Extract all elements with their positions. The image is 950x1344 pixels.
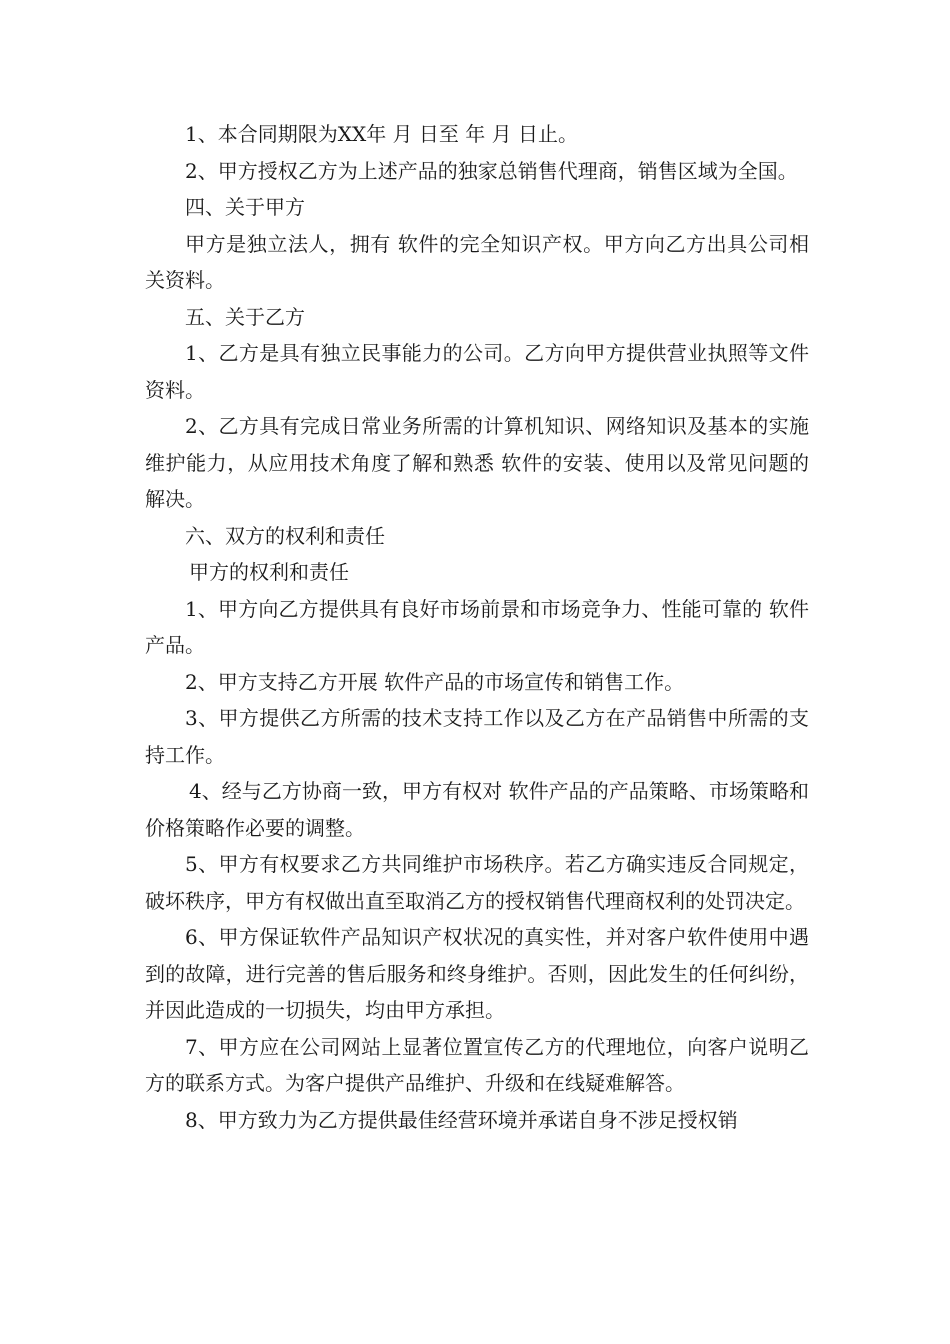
subheading-party-a-rights: 甲方的权利和责任 (189, 560, 349, 584)
section-heading-party-a: 四、关于甲方 (185, 195, 305, 219)
party-a-right-1: 1、甲方向乙方提供具有良好市场前景和市场竞争力、性能可靠的 软件产品。 (145, 596, 809, 657)
clause-term: 1、本合同期限为XX年 月 日至 年 月 日止。 (185, 122, 578, 146)
party-b-clause-1: 1、乙方是具有独立民事能力的公司。乙方向甲方提供营业执照等文件资料。 (145, 341, 809, 402)
party-a-right-8: 8、甲方致力为乙方提供最佳经营环境并承诺自身不涉足授权销 (185, 1107, 738, 1132)
party-a-right-2: 2、甲方支持乙方开展 软件产品的市场宣传和销售工作。 (185, 669, 685, 694)
contract-body (145, 116, 809, 1138)
section-heading-party-b: 五、关于乙方 (185, 304, 305, 329)
party-a-right-3: 3、甲方提供乙方所需的技术支持工作以及乙方在产品销售中所需的支持工作。 (145, 706, 809, 767)
party-a-right-7: 7、甲方应在公司网站上显著位置宣传乙方的代理地位，向客户说明乙方的联系方式。为客户提供产品维护、升级和在线疑难解答。 (145, 1034, 809, 1095)
party-a-right-6: 6、甲方保证软件产品知识产权状况的真实性，并对客户软件使用中遇到的故障，进行完善的售后服务和终身维护。否则，因此发生的任何纠纷，并因此造成的一切损失，均由甲方承担。 (145, 925, 809, 1022)
party-a-right-4: 4、经与乙方协商一致，甲方有权对 软件产品的产品策略、市场策略和价格策略作必要的调整。 (145, 779, 809, 840)
party-a-description: 甲方是独立法人，拥有 软件的完全知识产权。甲方向乙方出具公司相关资料。 (145, 231, 809, 292)
section-heading-rights: 六、双方的权利和责任 (185, 523, 385, 548)
clause-authorization: 2、甲方授权乙方为上述产品的独家总销售代理商，销售区域为全国。 (185, 158, 798, 183)
party-a-right-5: 5、甲方有权要求乙方共同维护市场秩序。若乙方确实违反合同规定，破坏秩序，甲方有权做出直至取消乙方的授权销售代理商权利的处罚决定。 (145, 852, 809, 913)
party-b-clause-2: 2、乙方具有完成日常业务所需的计算机知识、网络知识及基本的实施维护能力，从应用技术角度了解和熟悉 软件的安装、使用以及常见问题的解决。 (145, 414, 809, 511)
